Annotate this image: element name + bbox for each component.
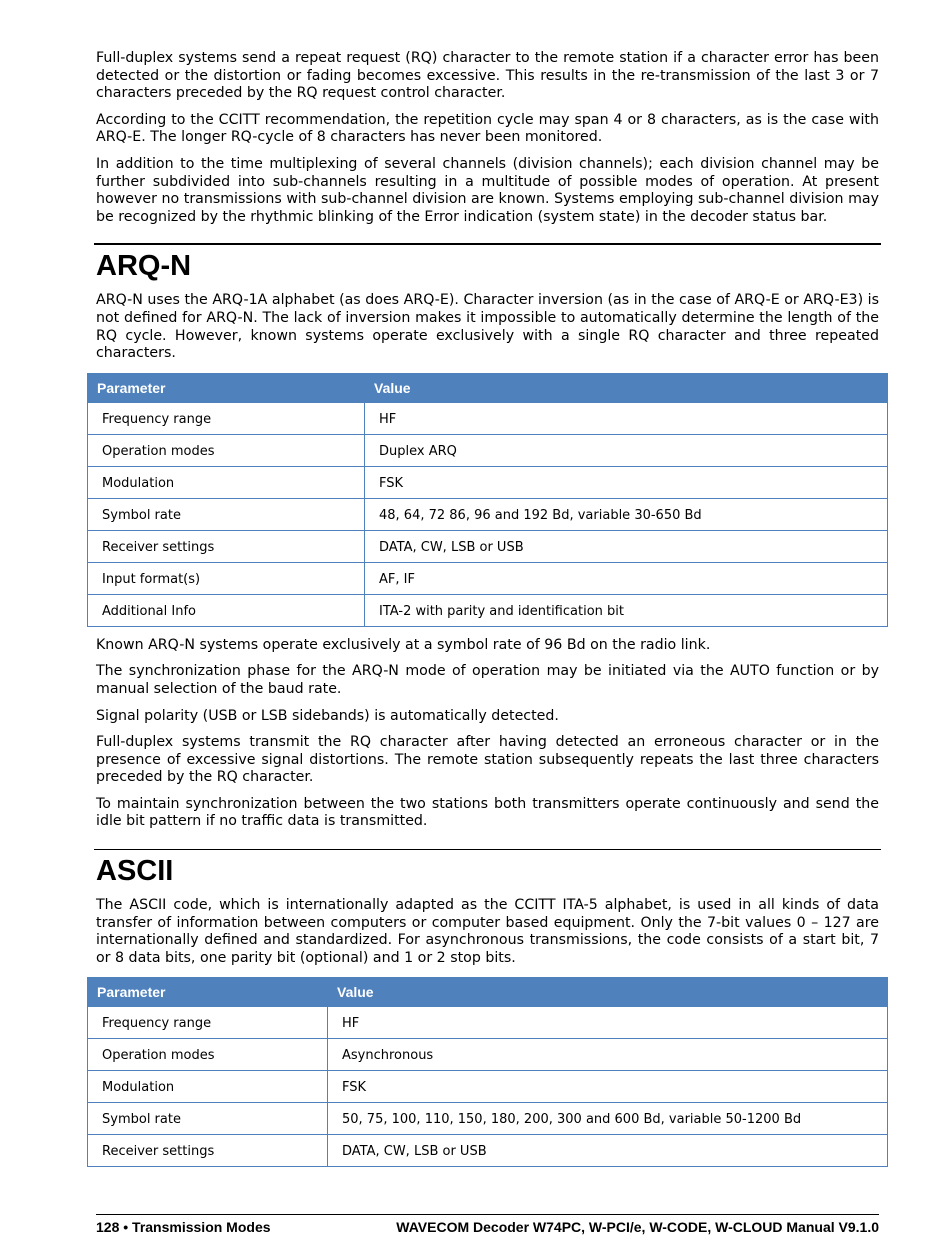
table-row — [88, 1071, 888, 1103]
table-row — [88, 466, 888, 498]
arqn-paragraph: The synchronization phase for the ARQ-N mode of operation may be initiated via the AUTO function or by manual selection of the baud rate. — [96, 663, 879, 697]
section-title-ascii: ASCII — [96, 855, 174, 888]
section-divider — [94, 849, 881, 850]
ascii-intro: The ASCII code, which is internationally adapted as the CCITT ITA-5 alphabet, is used in all kinds of data transfer of information between computers or computer based equipment. Only the 7-bit values 0 – 127 are internationally defined and standardized. For asynchronous transmissions, the code consists of a start bit, 7 or 8 data bits, one parity bit (optional) and 1 or 2 stop bits. — [96, 897, 879, 966]
parameter-cell: Receiver settings — [88, 530, 365, 562]
value-cell: DATA, CW, LSB or USB — [365, 530, 888, 562]
parameter-cell: Frequency range — [88, 402, 365, 434]
page-footer — [96, 1214, 879, 1235]
column-header-value: Value — [328, 978, 888, 1007]
parameter-cell: Additional Info — [88, 594, 365, 626]
table-row — [88, 434, 888, 466]
table-row — [88, 1007, 888, 1039]
value-cell: AF, IF — [365, 562, 888, 594]
parameter-cell: Frequency range — [88, 1007, 328, 1039]
parameter-cell: Symbol rate — [88, 1103, 328, 1135]
table-row — [88, 1039, 888, 1071]
parameter-cell: Input format(s) — [88, 562, 365, 594]
value-cell: HF — [328, 1007, 888, 1039]
parameter-cell: Modulation — [88, 1071, 328, 1103]
table-row — [88, 1135, 888, 1167]
parameter-cell: Operation modes — [88, 1039, 328, 1071]
table-header-row — [88, 978, 888, 1007]
arqn-parameter-table — [87, 373, 888, 627]
value-cell: ITA-2 with parity and identification bit — [365, 594, 888, 626]
arqn-paragraph: Known ARQ-N systems operate exclusively at a symbol rate of 96 Bd on the radio link. — [96, 636, 711, 653]
section-divider — [94, 243, 881, 245]
document-page — [96, 50, 879, 1177]
value-cell: HF — [365, 402, 888, 434]
value-cell: 50, 75, 100, 110, 150, 180, 200, 300 and 600 Bd, variable 50-1200 Bd — [328, 1103, 888, 1135]
arqn-paragraph: Full-duplex systems transmit the RQ character after having detected an erroneous character or in the presence of excessive signal distortions. The remote station subsequently repeats the last three characters preceded by the RQ character. — [96, 734, 879, 786]
column-header-parameter: Parameter — [88, 373, 365, 402]
intro-paragraph: Full-duplex systems send a repeat request (RQ) character to the remote station if a character error has been detected or the distortion or fading becomes excessive. This results in the re-transmission of the last 3 or 7 characters preceded by the RQ request control character. — [96, 50, 879, 102]
parameter-cell: Modulation — [88, 466, 365, 498]
parameter-cell: Operation modes — [88, 434, 365, 466]
table-header-row — [88, 373, 888, 402]
value-cell: Duplex ARQ — [365, 434, 888, 466]
intro-paragraph: According to the CCITT recommendation, the repetition cycle may span 4 or 8 characters, as is the case with ARQ-E. The longer RQ-cycle of 8 characters has never been monitored. — [96, 111, 879, 146]
footer-manual-title: WAVECOM Decoder W74PC, W-PCI/e, W-CODE, W-CLOUD Manual V9.1.0 — [396, 1219, 879, 1235]
arqn-intro: ARQ-N uses the ARQ-1A alphabet (as does ARQ-E). Character inversion (as in the case of ARQ-E or ARQ-E3) is not defined for ARQ-N. The lack of inversion makes it impossible to automatically determine the length of the RQ cycle. However, known systems operate exclusively with a single RQ character and three repeated characters. — [96, 292, 879, 362]
table-row — [88, 530, 888, 562]
section-title-arqn: ARQ-N — [96, 250, 192, 283]
table-row — [88, 562, 888, 594]
table-row — [88, 402, 888, 434]
parameter-cell: Receiver settings — [88, 1135, 328, 1167]
value-cell: DATA, CW, LSB or USB — [328, 1135, 888, 1167]
value-cell: Asynchronous — [328, 1039, 888, 1071]
column-header-parameter: Parameter — [88, 978, 328, 1007]
arqn-paragraph: Signal polarity (USB or LSB sidebands) is automatically detected. — [96, 707, 559, 724]
column-header-value: Value — [365, 373, 888, 402]
table-row — [88, 498, 888, 530]
intro-paragraph: In addition to the time multiplexing of several channels (division channels); each division channel may be further subdivided into sub-channels resulting in a multitude of possible modes of operation. At present however no transmissions with sub-channel division are known. Systems employing sub-channel division may be recognized by the rhythmic blinking of the Error indication (system state) in the decoder status bar. — [96, 155, 879, 225]
parameter-cell: Symbol rate — [88, 498, 365, 530]
footer-page-section: 128 • Transmission Modes — [96, 1219, 271, 1235]
ascii-parameter-table — [87, 977, 888, 1167]
value-cell: 48, 64, 72 86, 96 and 192 Bd, variable 30-650 Bd — [365, 498, 888, 530]
table-row — [88, 1103, 888, 1135]
arqn-paragraph: To maintain synchronization between the two stations both transmitters operate continuously and send the idle bit pattern if no traffic data is transmitted. — [96, 795, 879, 830]
value-cell: FSK — [365, 466, 888, 498]
value-cell: FSK — [328, 1071, 888, 1103]
table-row — [88, 594, 888, 626]
